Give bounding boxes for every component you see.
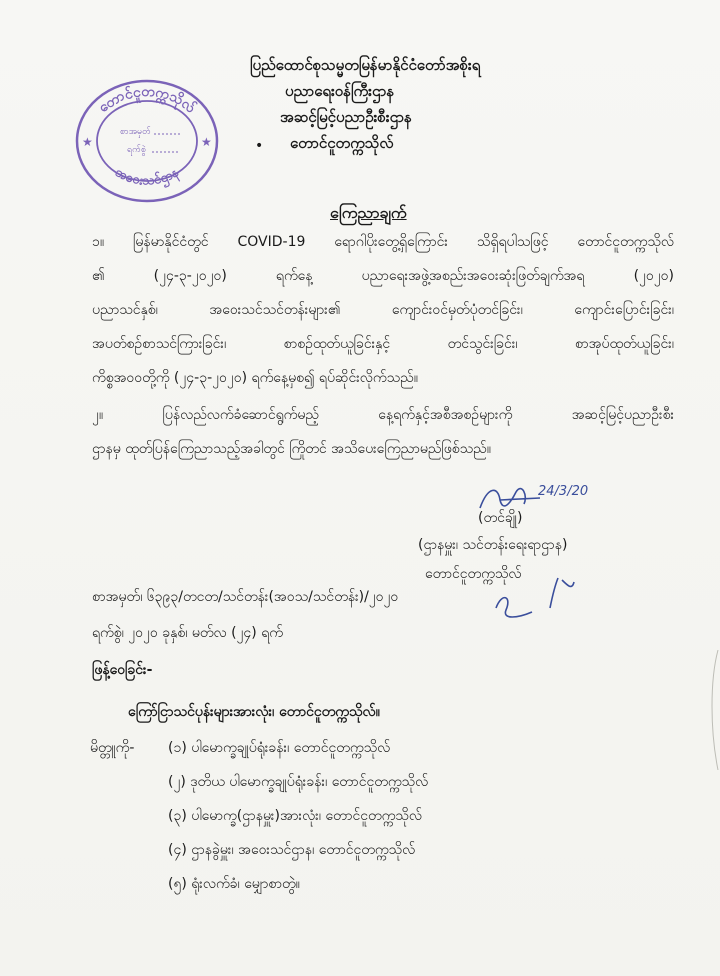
svg-text:အဝေးသင်ဌာန (113, 164, 185, 189)
copy-item: (၅) ရုံးလက်ခံ၊ မျှောစာတွဲ။ (168, 876, 300, 892)
paragraph-1-line: ကိစ္စအဝဝတို့ကို (၂၄-၃-၂၀၂၀) ရက်နေ့မှစ၍ ရပ်ဆိုင်းလိုက်သည်။ (92, 370, 418, 386)
paragraph-2-line: ဌာနမှ ထုတ်ပြန်ကြေညာသည့်အခါတွင် ကြိုတင် အသိပေးကြေညာမည်ဖြစ်သည်။ (92, 441, 491, 457)
paper-fold-edge (706, 650, 720, 770)
signature-date-note: 24/3/20 (538, 484, 589, 499)
header-line-ministry: ပညာရေးဝန်ကြီးဌာန (285, 82, 395, 100)
paragraph-1-line: ၏ (၂၄-၃-၂၀၂၀) ရက်နေ့ ပညာရေးအဖွဲ့အစည်းအဝေးဆုံးဖြတ်ချက်အရ (၂၀၂၀) (92, 268, 674, 284)
paragraph-1-line: အပတ်စဉ်စာသင်ကြားခြင်း၊ စာစဉ်ထုတ်ယူခြင်းနှင့် တင်သွင်းခြင်း၊ စာအုပ်ထုတ်ယူခြင်း၊ (92, 336, 674, 352)
paragraph-2-line: ၂။ ပြန်လည်လက်ခံဆောင်ရွက်မည့် နေ့ရက်နှင့်အစီအစဉ်များကို အဆင့်မြင့်ပညာဦးစီး (92, 407, 674, 423)
header-bullet: • (255, 138, 264, 154)
reference-date: ရက်စွဲ၊ ၂၀၂၀ ခုနှစ်၊ မတ်လ (၂၄) ရက် (92, 625, 283, 641)
signatory-name: (တင်ချို) (478, 510, 523, 526)
stamp-bottom-text: အဝေးသင်ဌာန (112, 165, 182, 189)
stamp-top-text: တောင်ငူတက္ကသိုလ် (96, 83, 199, 117)
copy-to-label: မိတ္တူကို- (90, 740, 135, 756)
header-line-department: အဆင့်မြင့်ပညာဦးစီးဌာန (280, 108, 412, 126)
initials-scribble (488, 568, 598, 628)
paragraph-2 (92, 398, 674, 466)
paragraph-1-line: ၁။ မြန်မာနိုင်ငံတွင် COVID-19 ရောဂါပိုးတွေ့ရှိကြောင်း သိရှိရပါသဖြင့် တောင်ငူတက္ကသိုလ် (92, 234, 674, 250)
paragraph-1-line: ပညာသင်နှစ်၊ အဝေးသင်သင်တန်းများ၏ ကျောင်းဝင်မှတ်ပုံတင်ခြင်း၊ ကျောင်းပြောင်းခြင်း၊ (92, 302, 674, 318)
signatory-position: (ဌာနမှူး၊ သင်တန်းရေးရာဌာန) (418, 537, 568, 553)
announcement-title: ကြေညာချက် (330, 203, 407, 222)
paragraph-1 (92, 225, 674, 395)
copy-item: (၄) ဌာနခွဲမှူး၊ အဝေးသင်ဌာန၊ တောင်ငူတက္ကသိုလ် (168, 842, 416, 858)
signatory-organization: တောင်ငူတက္ကသိုလ် (425, 566, 522, 582)
official-stamp (72, 76, 222, 206)
header-line-university: တောင်ငူတက္ကသိုလ် (290, 134, 394, 152)
copy-item: (၁) ပါမောက္ခချုပ်ရုံးခန်း၊ တောင်ငူတက္ကသိုလ် (168, 740, 391, 756)
distribution-heading: ဖြန့်ဝေခြင်း- (92, 662, 153, 678)
copy-item: (၂) ဒုတိယ ပါမောက္ခချုပ်ရုံးခန်း၊ တောင်ငူတက္ကသိုလ် (168, 774, 429, 790)
header-line-government: ပြည်ထောင်စုသမ္မတမြန်မာနိုင်ငံတော်အစိုးရ (250, 56, 481, 74)
stamp-line2: ရက်စွဲ (127, 145, 147, 155)
distribution-main: ကြော်ငြာသင်ပုန်းများအားလုံး၊ တောင်ငူတက္ကသိုလ်။ (128, 704, 380, 720)
stamp-star-left-icon: ★ (82, 135, 93, 149)
copy-item: (၃) ပါမောက္ခ(ဌာနမှူး)အားလုံး၊ တောင်ငူတက္ကသိုလ် (168, 808, 422, 824)
stamp-line1: စာအမှတ် (120, 127, 151, 137)
reference-number: စာအမှတ်၊ ၆၃၉၃/တငတ/သင်တန်း(အဝသ/သင်တန်း)/၂၀၂၀ (92, 589, 399, 605)
stamp-star-right-icon: ★ (201, 135, 212, 149)
